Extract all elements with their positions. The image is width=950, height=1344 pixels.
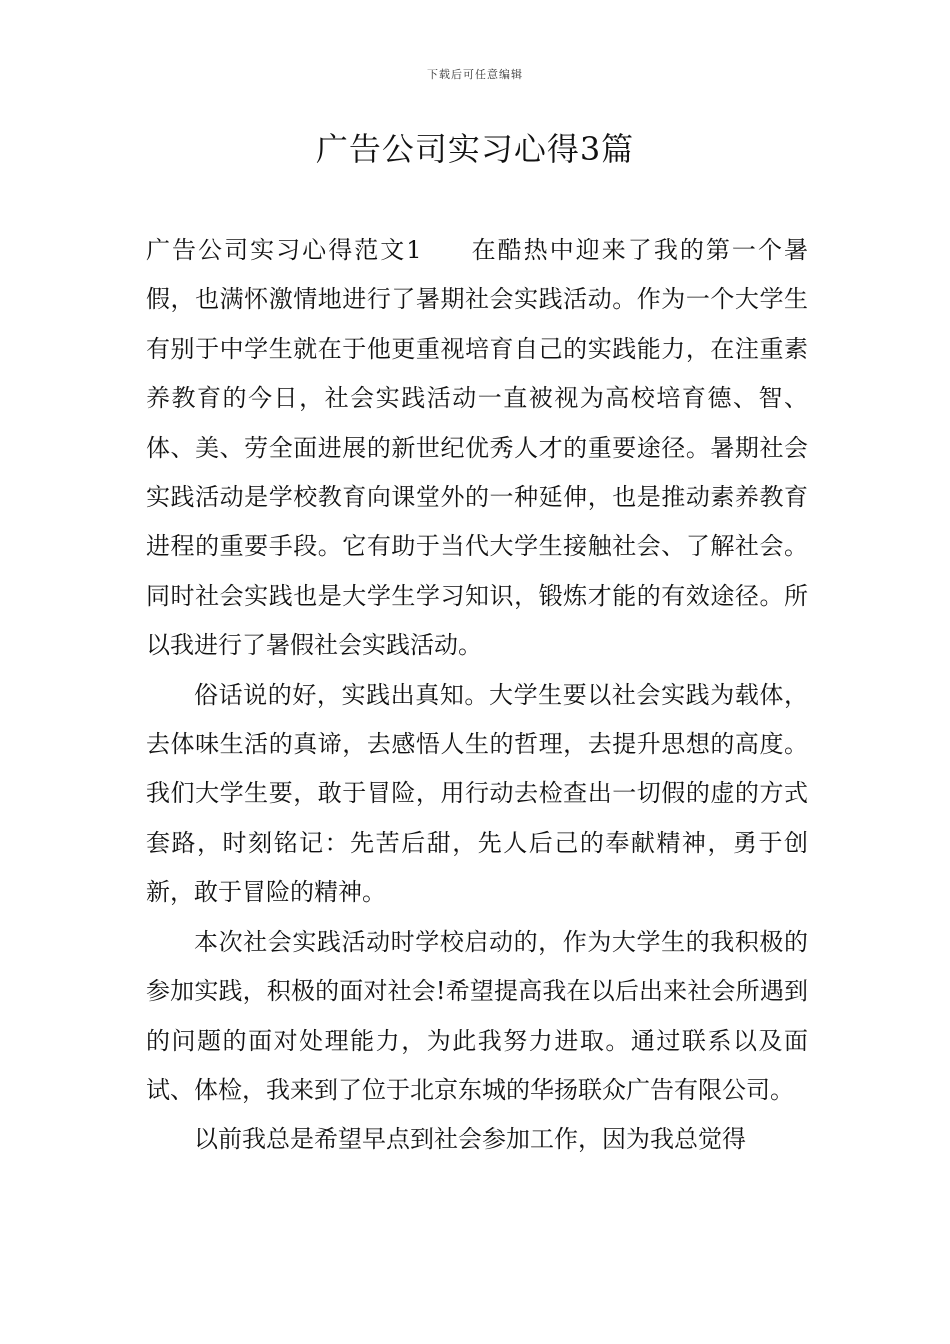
paragraph-3: 本次社会实践活动时学校启动的，作为大学生的我积极的参加实践，积极的面对社会!希望提高我在以后出来社会所遇到的问题的面对处理能力，为此我努力进取。通过联系以及面试、体检，我来到了位于北京东城的华扬联众广告有限公司。 <box>146 927 808 1104</box>
paragraph-1 <box>146 226 808 671</box>
paragraph-4: 以前我总是希望早点到社会参加工作，因为我总觉得 <box>194 1125 746 1154</box>
paragraph-2: 俗话说的好，实践出真知。大学生要以社会实践为载体，去体味生活的真谛，去感悟人生的哲理，去提升思想的高度。我们大学生要，敢于冒险，用行动去检查出一切假的虚的方式套路，时刻铭记：先苦后甜，先人后己的奉献精神，勇于创新，敢于冒险的精神。 <box>146 680 808 907</box>
document-body <box>146 226 808 1165</box>
paragraph-text: 在酷热中迎来了我的第一个暑假，也满怀激情地进行了暑期社会实践活动。作为一个大学生有别于中学生就在于他更重视培育自己的实践能力，在注重素养教育的今日，社会实践活动一直被视为高校培育德、智、体、美、劳全面进展的新世纪优秀人才的重要途径。暑期社会实践活动是学校教育向课堂外的一种延伸，也是推动素养教育进程的重要手段。它有助于当代大学生接触社会、了解社会。同时社会实践也是大学生学习知识，锻炼才能的有效途径。所以我进行了暑假社会实践活动。 <box>146 236 808 660</box>
document-title: 广告公司实习心得3篇 <box>315 130 635 168</box>
page-header-note: 下载后可任意编辑 <box>427 68 523 81</box>
section-lead: 广告公司实习心得范文1 <box>146 236 422 264</box>
